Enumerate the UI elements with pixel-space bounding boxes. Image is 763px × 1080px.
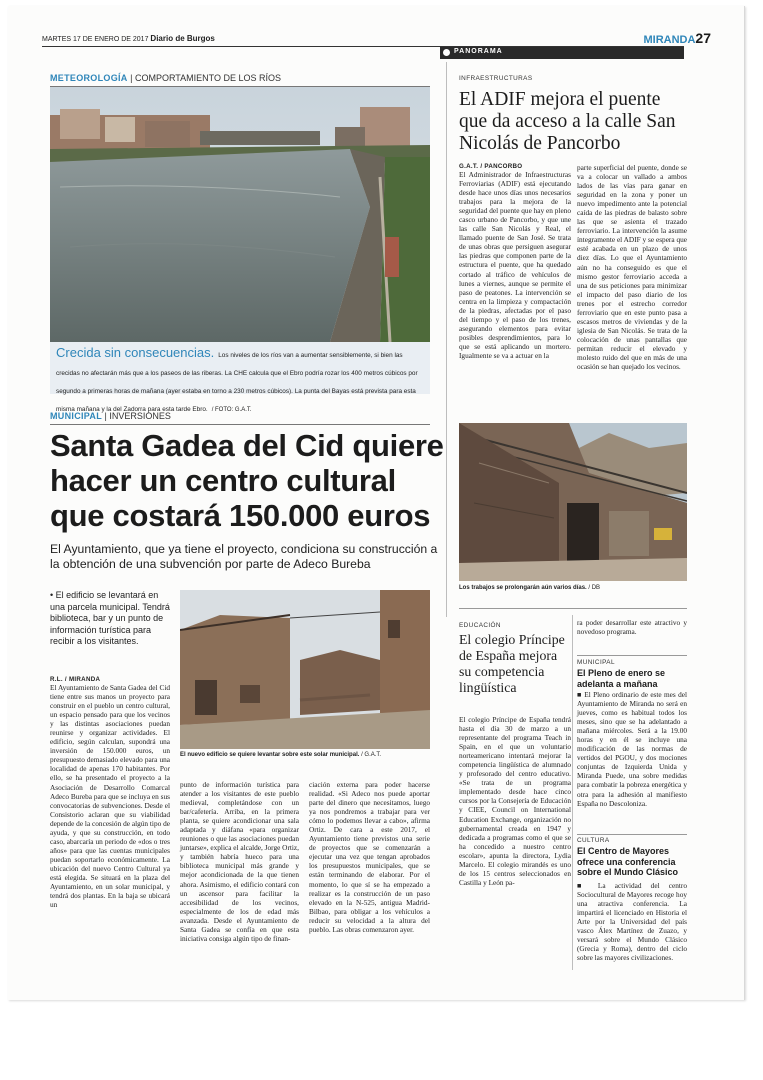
adif-headline: El ADIF mejora el puente que da acceso a la calle San Nicolás de Pancorbo bbox=[459, 89, 676, 154]
pleno-headline: El Pleno de enero se adelanta a mañana bbox=[577, 668, 666, 689]
colegio-headline: El colegio Príncipe de España mejora su competencia lingüística bbox=[459, 632, 565, 695]
santa-gadea-headline-line-2: hacer un centro cultural bbox=[50, 463, 396, 498]
adif-text-2: parte superficial del puente, donde se va a colocar un vallado a ambos lados de las vías para ganar en seguridad en la zona y poner un nuevo impedimento ante la potencial caída de las piedras de balasto sobre las que se asienta el trazado ferroviario. La intervención la asume íntegramente el ADIF y se espera que esté acabada en un plazo de unos diez días. Lo que el Ayuntamiento aún no ha conseguido es que el mismo gestor ferroviario acceda a una de sus peticiones para minimizar el impacto del paso diario de los trenes por el estrecho corredor ferroviario que en este punto pasa a escasos metros de viviendas y de la iglesia de San Nicolás. Se trata de la colocación de unas pantallas que permitan reducir el elevado y molesto ruido del que en más de una ocasión se han quejado los vecinos. bbox=[577, 163, 687, 372]
pleno-section: MUNICIPAL bbox=[577, 659, 615, 666]
colegio-section: EDUCACIÓN bbox=[459, 622, 501, 629]
rivers-kicker-tag: METEOROLOGÍA bbox=[50, 73, 128, 83]
section-mark-icon bbox=[443, 49, 450, 56]
mayores-text: ■ La actividad del centro Sociocultural de Mayores recoge hoy una atractiva conferencia. La impartirá el licenciado en Historia el Arte por la Universidad del país vasco Álex Martínez de Zuazo, y versará sobre el Mundo Clásico (Grecia y Roma), dentro del ciclo sobre las mayores civilizaciones. bbox=[577, 881, 687, 963]
pleno-rule bbox=[577, 655, 687, 656]
santa-gadea-byline: R.L. / MIRANDA bbox=[50, 676, 101, 683]
rivers-kicker-text: COMPORTAMIENTO DE LOS RÍOS bbox=[134, 73, 281, 83]
santa-gadea-photo-caption: El nuevo edificio se quiere levantar sobre este solar municipal. bbox=[180, 752, 360, 758]
masthead-date-line bbox=[42, 34, 215, 43]
railway-bridge-photo bbox=[459, 423, 687, 581]
santa-gadea-text-2: punto de información turística para atender a los visitantes de este pueblo medieval, completándose con un bar/cafetería. Arriba, en la primera planta, se quiere acondicionar una sala adaptada y diáfana «para organizar reuniones o que las asociaciones puedan juntarse», explica el alcalde, Jorge Ortiz, y también habría hueco para una biblioteca municipal más grande y mejor acondicionada de la que tienen ahora. Asimismo, el edificio contará con un ascensor para facilitar la accesibilidad de los vecinos, especialmente de los de edad más avanzada. Desde el Ayuntamiento de Santa Gadea se confía en que esta iniciativa consiga algún tipo de finan- bbox=[180, 780, 299, 943]
santa-gadea-headline bbox=[50, 428, 450, 533]
rivers-caption-title: Crecida sin consecuencias. bbox=[56, 345, 215, 360]
santa-gadea-photo-caption-line bbox=[180, 752, 430, 758]
santa-gadea-text-1: El Ayuntamiento de Santa Gadea del Cid tiene entre sus manos un proyecto para construir en el pueblo un centro cultural, un espacio pensado para que los vecinos y las distintas asociaciones puedan reunirse y organizar actividades. El edificio, según calculan, supondrá una inversión de 150.000 euros, un presupuesto demasiado elevado para una localidad de apenas 170 habitantes. Por ello, se ha presentado el proyecto a la Asociación de Desarrollo Comarcal Adeco Bureba para que se incluya en sus convocatorias de subvenciones. Desde el Consistorio aclaran que su viabilidad depende de la concesión de algún tipo de ayuda, y que su construcción, en todo caso, abarcaría un periodo de «dos o tres años» para que las cuentas municipales puedan soportarlo económicamente. La ubicación del nuevo Centro Cultural ya está elegida. Se situará en la plaza del Ayuntamiento, en un solar municipal, y tendrá dos plantas. En la baja se ubicará un bbox=[50, 683, 170, 910]
adif-photo-caption-line bbox=[459, 585, 687, 591]
page-label: MIRANDA bbox=[643, 34, 696, 46]
santa-gadea-kicker-text: INVERSIONES bbox=[109, 411, 171, 421]
masthead-paper-name: Diario de Burgos bbox=[150, 34, 215, 43]
santa-gadea-photo-credit: / G.A.T. bbox=[361, 752, 382, 758]
santa-gadea-subhead: El Ayuntamiento, que ya tiene el proyecto, condiciona su construcción a la obtención de una subvención por parte de Adeco Bureba bbox=[50, 542, 438, 571]
santa-gadea-kicker-rule bbox=[50, 424, 430, 425]
santa-gadea-headline-line-3: que costará 150.000 euros bbox=[50, 498, 431, 533]
pleno-text: ■ El Pleno ordinario de este mes del Ayuntamiento de Miranda no será en jueves, como es habitual todos los meses, sino que se ha adelantado a mañana miércoles. Será a la 19.00 horas y en él se incluye una modificación de las normas de vertidos del PGOU, y dos mociones conjuntas de Izquierda Unida y Miranda Puede, una sobre medidas para combatir la pobreza energética y otra para la adhesión al manifiesto España no Descoloniza. bbox=[577, 690, 687, 808]
mayores-headline: El Centro de Mayores ofrece una conferencia sobre el Mundo Clásico bbox=[577, 846, 679, 877]
rivers-kicker: METEOROLOGÍA | COMPORTAMIENTO DE LOS RÍOS bbox=[50, 73, 281, 83]
page-folio bbox=[643, 30, 711, 46]
adif-column-1 bbox=[459, 163, 571, 360]
santa-gadea-kicker-tag: MUNICIPAL bbox=[50, 411, 103, 421]
santa-gadea-column-1 bbox=[50, 676, 170, 909]
santa-gadea-headline-line-1: Santa Gadea del Cid quiere bbox=[50, 428, 444, 463]
column-divider bbox=[446, 62, 447, 617]
colegio-text-2: ra poder desarrollar este atractivo y novedoso programa. bbox=[577, 618, 687, 637]
adif-end-rule bbox=[459, 608, 687, 609]
village-lot-photo bbox=[180, 590, 430, 749]
column-divider-right bbox=[572, 615, 573, 970]
rivers-caption-text: Los niveles de los ríos van a aumentar sensiblemente, si bien las crecidas no afectarán más que a los paseos de las riberas. La CHE calcula que el Ebro podría rozar los 400 metros cúbicos por segundo a primeras horas de mañana (ayer estaba en torno a 230 metros cúbicos). La punta del Bayas está prevista para esta misma mañana y la del Zadorra para esta tarde Ebro. bbox=[56, 352, 418, 413]
santa-gadea-text-3: ciación externa para poder hacerse realidad. «Si Adeco nos puede aportar parte del dinero que necesitamos, luego ya nos pondremos a trabajar para ver cómo lo podemos llevar a cabo», afirma Ortiz. De cara a este 2017, el Ayuntamiento tiene previstos una serie de proyectos que se comenzarán a ejecutar una vez que tengan aprobados los presupuestos municipales, que se están terminando de elaborar. Por el momento, lo que sí se ha empezado a realizar es la construcción de un paso elevado en la N-525, antigua Madrid-Bilbao, para obligar a los vehículos a reducir su velocidad a la altura del pueblo. Las obras comenzaron ayer. bbox=[309, 780, 430, 934]
adif-kicker: INFRAESTRUCTURAS bbox=[459, 75, 533, 82]
section-bar bbox=[440, 47, 684, 59]
colegio-text-1: El colegio Príncipe de España tendrá hasta el día 30 de marzo a un representante del programa Teach in Spain, en el que un voluntario norteamericano intentará mejorar la competencia lingüística de alumnado y profesorado del centro educativo. «Se trata de un programa implementado desde hace cinco cursos por la Consejería de Educación y CIEE, Council on International Education Exchange, organización no gubernamental creada en 1947 y dedicada a programas como el que se ha concedido a nuestro centro escolar», apunta la directora, Lydia Marcelo. El colegio mirandés es uno de los 15 centros seleccionados en Castilla y León pa- bbox=[459, 715, 571, 887]
rivers-caption bbox=[56, 344, 426, 416]
adif-photo-credit: / DB bbox=[588, 585, 601, 591]
adif-text-1: El Administrador de Infraestructuras Ferroviarias (ADIF) está ejecutando desde hace unos días unos necesarios trabajos para la mejora de la seguridad del puente que hay en pleno casco urbano de Pancorbo, y que une las calle San Nicolás y Real, el llamado puente de San José. Se trata de unas obras que persiguen asegurar las piedras que componen parte de la estructura el puente, que ha quedado cortado al tráfico de vehículos de lunes a viernes, aunque se permite el paso de peatones. La intervención se centra en la limpieza y compactación de la piedras, afectadas por el paso del tiempo y el paso de los trenes, asegurando elementos para evitar posibles desprendimientos, para lo que se está aplicando un mortero. Igualmente se va a actuar en la bbox=[459, 170, 571, 360]
page-number: 27 bbox=[695, 30, 711, 46]
adif-photo-caption: Los trabajos se prolongarán aún varios días. bbox=[459, 585, 587, 591]
adif-byline: G.A.T. / PANCORBO bbox=[459, 163, 523, 170]
santa-gadea-bullet: • El edificio se levantará en una parcela municipal. Tendrá biblioteca, bar y un punto de información turística para recibir a los visitantes. bbox=[50, 590, 170, 647]
rivers-caption-credit: / FOTO: G.A.T. bbox=[211, 407, 252, 413]
santa-gadea-kicker: MUNICIPAL | INVERSIONES bbox=[50, 411, 171, 421]
mayores-rule bbox=[577, 834, 687, 835]
masthead-date: MARTES 17 DE ENERO DE 2017 bbox=[42, 36, 149, 43]
mayores-section: CULTURA bbox=[577, 837, 610, 844]
river-flood-photo bbox=[50, 87, 430, 342]
section-name: PANORAMA bbox=[454, 48, 503, 55]
